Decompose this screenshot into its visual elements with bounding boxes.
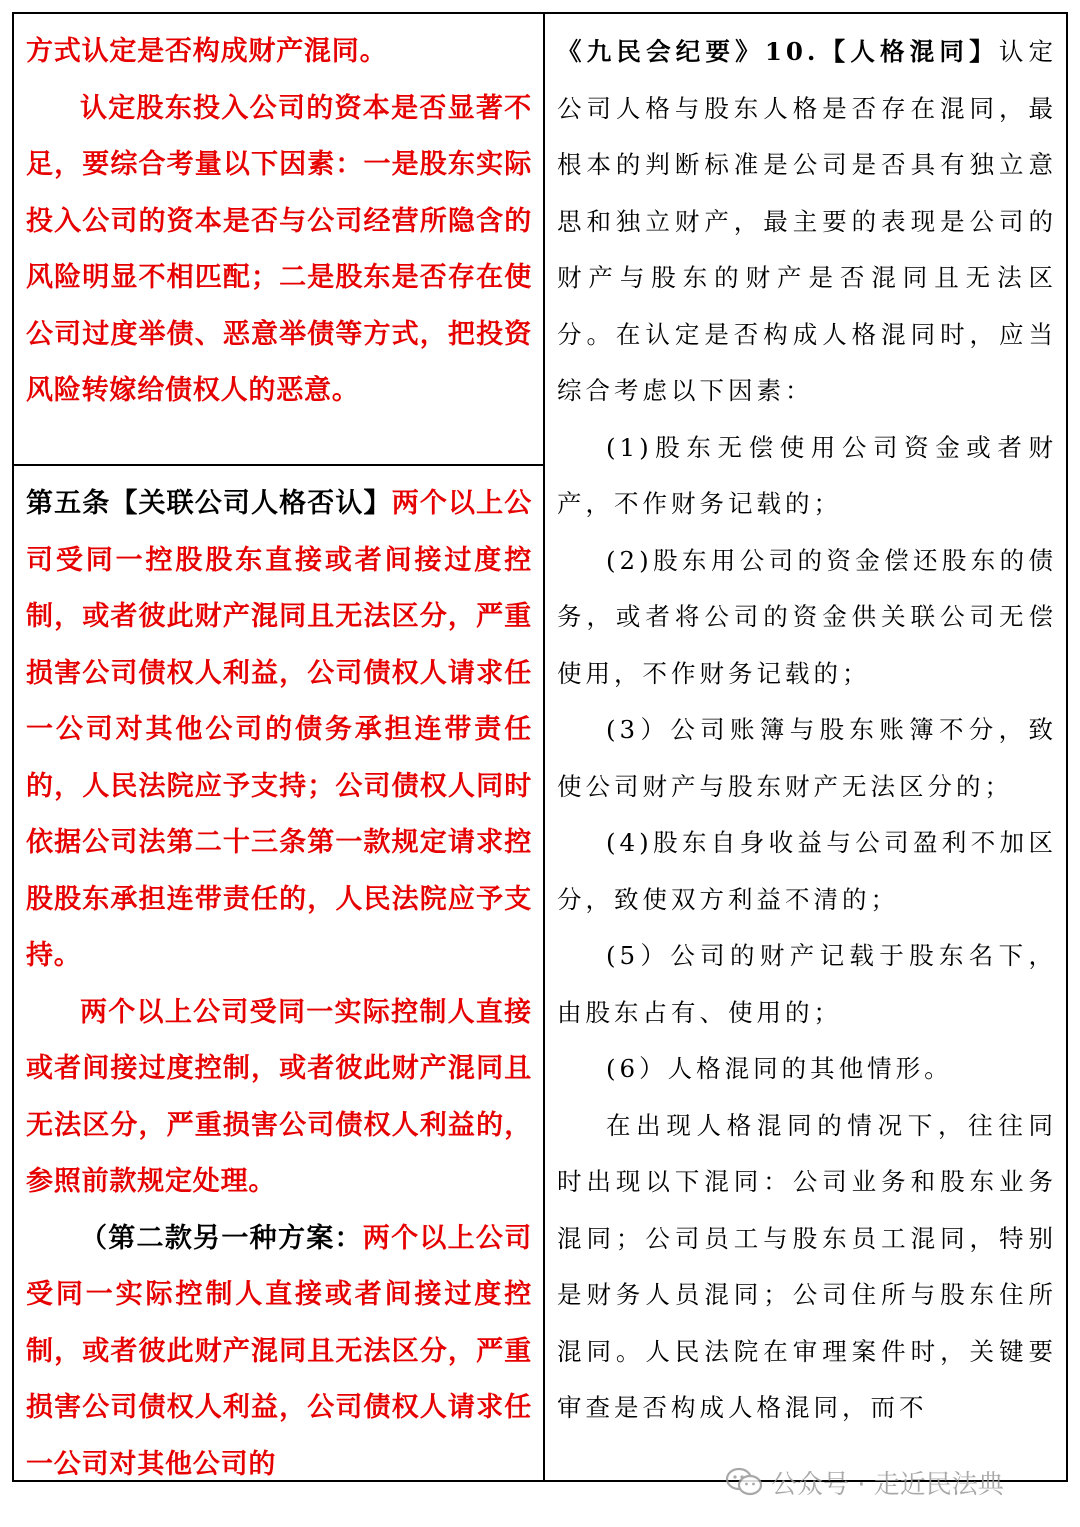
- minutes-heading: 《九民会纪要》10.【人格混同】: [557, 37, 999, 66]
- article-5-text: 两个以上公司受同一控股股东直接或者间接过度控制，或者彼此财产混同且无法区分，严重损害公司债权人利益，公司债权人请求任一公司对其他公司的债务承担连带责任的，人民法院应予支持；公司债权人同时依据公司法第二十三条第一款规定请求控股股东承担连带责任的，人民法院应予支持。: [26, 488, 533, 971]
- minutes-paragraph: [557, 24, 1057, 420]
- factor-item-4: (4)股东自身收益与公司盈利不加区分，致使双方利益不清的；: [557, 828, 1057, 914]
- article-5-paragraph-2: 两个以上公司受同一实际控制人直接或者间接过度控制，或者彼此财产混同且无法区分，严重损害公司债权人利益的，参照前款规定处理。: [26, 996, 532, 1197]
- left-top-paragraph-2: 认定股东投入公司的资本是否显著不足，要综合考量以下因素：一是股东实际投入公司的资本是否与公司经营所隐含的风险明显不相匹配；二是股东是否存在使公司过度举债、恶意举债等方式，把投资风险转嫁给债权人的恶意。: [26, 92, 532, 406]
- factor-item-2: (2)股东用公司的资金偿还股东的债务，或者将公司的资金供关联公司无偿使用，不作财务记载的；: [557, 545, 1057, 688]
- minutes-intro: 认定公司人格与股东人格是否存在混同，最根本的判断标准是公司是否具有独立意思和独立财产，最主要的表现是公司的财产与股东的财产是否混同且无法区分。在认定是否构成人格混同时，应当综合考虑以下因素：: [557, 37, 1058, 405]
- watermark: [725, 1462, 1004, 1502]
- column-divider: [543, 14, 545, 1480]
- article-5-paragraph-3: [26, 1211, 532, 1483]
- comparison-table: [12, 12, 1068, 1482]
- article-5-paragraph-1: [26, 476, 532, 985]
- article-5-title: 第五条【关联公司人格否认】: [26, 488, 392, 519]
- factor-item-1: (1)股东无偿使用公司资金或者财产，不作财务记载的；: [557, 432, 1057, 518]
- left-cell-bottom: [26, 476, 532, 1482]
- left-top-paragraph-1: 方式认定是否构成财产混同。: [26, 36, 388, 67]
- row-divider: [14, 464, 543, 466]
- left-cell-top: [26, 24, 532, 420]
- factor-item-5: (5）公司的财产记载于股东名下，由股东占有、使用的；: [557, 941, 1057, 1027]
- factor-item-3: (3）公司账簿与股东账簿不分，致使公司财产与股东财产无法区分的；: [557, 715, 1057, 801]
- alternative-plan-text: 两个以上公司受同一实际控制人直接或者间接过度控制，或者彼此财产混同且无法区分，严重损害公司债权人利益，公司债权人请求任一公司对其他公司的: [26, 1222, 532, 1480]
- factor-item-6: (6）人格混同的其他情形。: [606, 1054, 953, 1083]
- wechat-icon: [725, 1467, 763, 1497]
- watermark-text: 公众号 · 走近民法典: [771, 1469, 1004, 1500]
- right-cell: [557, 24, 1057, 1437]
- closing-paragraph: 在出现人格混同的情况下，往往同时出现以下混同：公司业务和股东业务混同；公司员工与股东员工混同，特别是财务人员混同；公司住所与股东住所混同。人民法院在审理案件时，关键要审查是否构成人格混同，而不: [557, 1110, 1057, 1422]
- alternative-plan-label: （第二款另一种方案：: [80, 1222, 363, 1254]
